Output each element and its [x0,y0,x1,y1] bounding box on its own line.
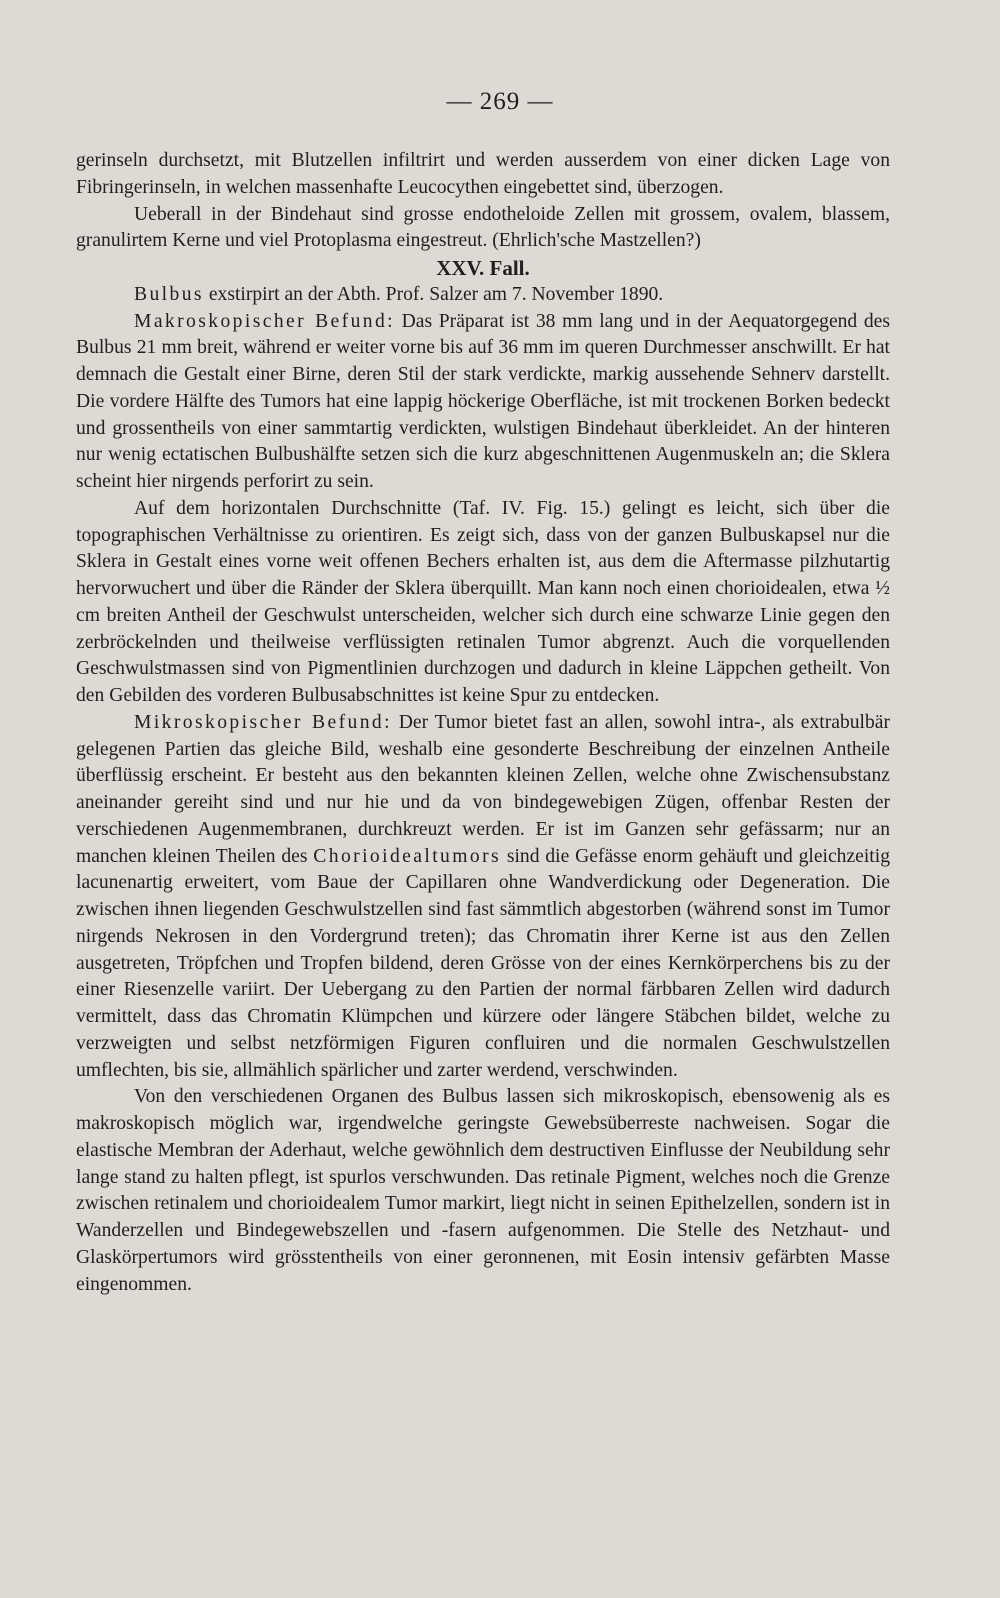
paragraph-makroskopisch [76,309,890,496]
case-heading: XXV. Fall. [436,256,530,280]
mikro-text-a: Der Tumor bietet fast an allen, sowohl intra-, als extrabulbär gelegenen Partien das gleiche Bild, weshalb eine gesonderte Beschreibung der einzelnen Antheile überflüssig erscheint. Er besteht aus den bekannten kleinen Zellen, welche ohne Zwischensubstanz aneinander gereiht sind und nur hie und da von bindegewebigen Zügen, offenbar Resten der verschiedenen Augenmembranen, durchkreuzt werden. Er ist im Ganzen sehr gefässarm; nur an manchen kleinen Theilen des [76,711,890,867]
page-number: — 269 — [446,88,554,115]
paragraph-mikroskopisch [76,710,890,1085]
makro-label: Makroskopischer Befund: [134,310,396,332]
paragraph-bindehaut: Ueberall in der Bindehaut sind grosse endotheloide Zellen mit grossem, ovalem, blassem, granulirtem Kerne und viel Protoplasma eingestreut. (Ehrlich'sche Mastzellen?) [76,203,890,252]
makro-text: Das Präparat ist 38 mm lang und in der Aequatorgegend des Bulbus 21 mm breit, während er weiter vorne bis auf 36 mm im queren Durchmesser anschwillt. Er hat demnach die Gestalt einer Birne, deren Stil der stark verdickte, markig aussehende Sehnerv darstellt. Die vordere Hälfte des Tumors hat eine lappig höckerige Oberfläche, ist mit trockenen Borken bedeckt und grossentheils von einer sammtartig verdickten, wulstigen Bindehaut überkleidet. An der hinteren nur wenig ectatischen Bulbushälfte setzen sich die kurz abgeschnittenen Augenmuskeln an; die Sklera scheint hier nirgends perforirt zu sein. [76,310,890,492]
mikro-label: Mikroskopischer Befund: [134,711,392,733]
body-text [76,148,890,1298]
paragraph-continuation: gerinseln durchsetzt, mit Blutzellen infiltrirt und werden ausserdem von einer dicken Lage von Fibringerinseln, in welchen massenhafte Leucocythen eingebettet sind, überzogen. [76,150,890,198]
subheading-spaced-word: Bulbus [134,283,204,305]
case-subheading [76,282,890,309]
subheading-rest: exstirpirt an der Abth. Prof. Salzer am 7. November 1890. [203,283,664,305]
mikro-spaced-word: Chorioidealtumors [313,845,502,867]
paragraph-durchschnitt: Auf dem horizontalen Durchschnitte (Taf. IV. Fig. 15.) gelingt es leicht, sich über die topographischen Verhältnisse zu orientiren. Es zeigt sich, dass von der ganzen Bulbuskapsel nur die Sklera in Gestalt eines vorne weit offenen Bechers erhalten ist, aus dem die Aftermasse pilzhutartig hervorwuchert und über die Ränder der Sklera überquillt. Man kann noch einen chorioidealen, etwa ½ cm breiten Antheil der Geschwulst unterscheiden, welcher sich durch eine schwarze Linie gegen den zerbröckelnden und theilweise verflüssigten retinalen Tumor abgrenzt. Auch die vorquellenden Geschwulstmassen sind von Pigmentlinien durchzogen und dadurch in kleine Läppchen getheilt. Von den Gebilden des vorderen Bulbusabschnittes ist keine Spur zu entdecken. [76,497,890,706]
mikro-text-b: sind die Gefässe enorm gehäuft und gleichzeitig lacunenartig erweitert, vom Baue der Capillaren ohne Wandverdickung oder Degeneration. Die zwischen ihnen liegenden Geschwulstzellen sind fast sämmtlich abgestorben (während sonst im Tumor nirgends Nekrosen in den Vordergrund treten); das Chromatin ihrer Kerne ist aus den Zellen ausgetreten, Tröpfchen und Tropfen bildend, deren Grösse von der eines Kernkörperchens bis zu der einer Riesenzelle variirt. Der Uebergang zu den Partien der normal färbbaren Zellen wird dadurch vermittelt, dass das Chromatin Klümpchen und kürzere oder längere Stäbchen bildet, welche zu verzweigten und selbst netzförmigen Figuren confluiren und die normalen Geschwulstzellen umflechten, bis sie, allmählich spärlicher und zarter werdend, verschwinden. [76,845,890,1081]
paragraph-organe: Von den verschiedenen Organen des Bulbus lassen sich mikroskopisch, ebensowenig als es makroskopisch möglich war, irgendwelche geringste Gewebsüberreste nachweisen. Sogar die elastische Membran der Aderhaut, welche gewöhnlich dem destructiven Einflusse der Neubildung sehr lange stand zu halten pflegt, ist spurlos verschwunden. Das retinale Pigment, welches noch die Grenze zwischen retinalem und chorioidealem Tumor markirt, liegt nicht in seinen Epithelzellen, sondern ist in Wanderzellen und Bindegewebszellen und -fasern aufgenommen. Die Stelle des Netzhaut- und Glaskörpertumors wird grösstentheils von einer geronnenen, mit Eosin intensiv gefärbten Masse eingenommen. [76,1086,890,1295]
